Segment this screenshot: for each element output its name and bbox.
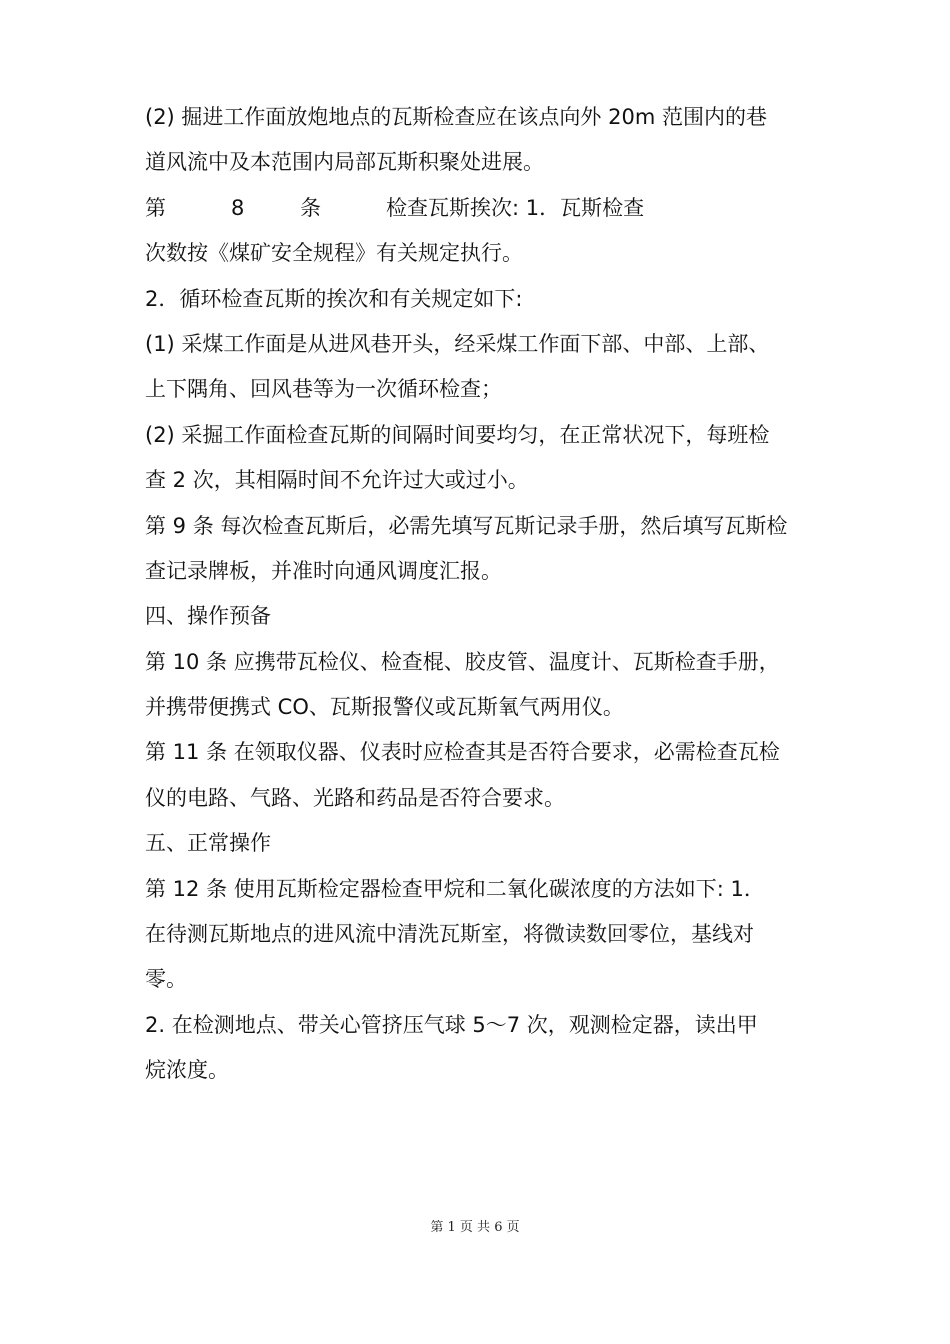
- article-8-word-tiao: 条: [300, 195, 321, 220]
- text-line: 查记录牌板，并准时向通风调度汇报。: [145, 558, 502, 583]
- text-line: 第 11 条 在领取仪器、仪表时应检查其是否符合要求，必需检查瓦检: [145, 740, 780, 765]
- section-heading: 四、操作预备: [145, 604, 271, 629]
- text-line: 烷浓度。: [145, 1058, 229, 1083]
- text-line: 仪的电路、气路、光路和药品是否符合要求。: [145, 785, 565, 810]
- article-8-text: 检查瓦斯挨次: 1．瓦斯检查: [386, 195, 645, 220]
- text-line: 上下隅角、回风巷等为一次循环检查；: [145, 377, 502, 402]
- text-line: 在待测瓦斯地点的进风流中清洗瓦斯室，将微读数回零位，基线对: [145, 922, 754, 947]
- text-line: (2) 采掘工作面检查瓦斯的间隔时间要均匀，在正常状况下，每班检: [145, 422, 770, 447]
- text-line: 2. 在检测地点、带关心管挤压气球 5～7 次，观测检定器，读出甲: [145, 1012, 758, 1037]
- section-heading: 五、正常操作: [145, 831, 271, 856]
- text-line: 第 12 条 使用瓦斯检定器检查甲烷和二氧化碳浓度的方法如下: 1．: [145, 876, 765, 901]
- document-body: [145, 95, 815, 1094]
- article-8-word-di: 第: [145, 195, 166, 220]
- text-line: 次数按《煤矿安全规程》有关规定执行。: [145, 241, 523, 266]
- article-8-heading-line: [145, 186, 815, 231]
- text-line: 第 10 条 应携带瓦检仪、检查棍、胶皮管、温度计、瓦斯检查手册，: [145, 649, 780, 674]
- text-line: (2) 掘进工作面放炮地点的瓦斯检查应在该点向外 20m 范围内的巷: [145, 105, 767, 129]
- article-8-number: 8: [231, 195, 245, 220]
- text-line: 并携带便携式 CO、瓦斯报警仪或瓦斯氧气两用仪。: [145, 695, 624, 720]
- page-number-footer: 第 1 页 共 6 页: [430, 1220, 520, 1235]
- text-line: (1) 采煤工作面是从进风巷开头，经采煤工作面下部、中部、上部、: [145, 331, 770, 356]
- text-line: 查 2 次，其相隔时间不允许过大或过小。: [145, 468, 529, 493]
- text-line: 道风流中及本范围内局部瓦斯积聚处进展。: [145, 150, 544, 175]
- text-line: 零。: [145, 967, 187, 992]
- text-line: 2．循环检查瓦斯的挨次和有关规定如下:: [145, 286, 523, 311]
- text-line: 第 9 条 每次检查瓦斯后，必需先填写瓦斯记录手册，然后填写瓦斯检: [145, 513, 788, 538]
